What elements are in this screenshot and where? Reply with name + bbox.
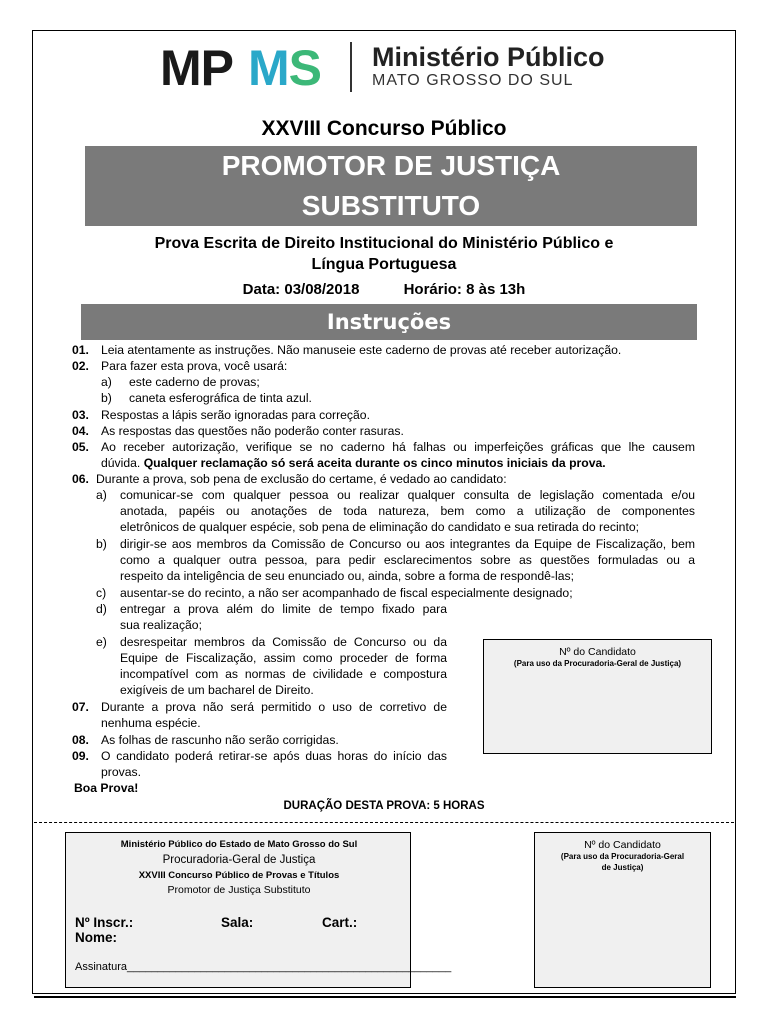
instruction-text: eletrônicos de qualquer espécie, sob pena de eliminação do candidato e sua retirada do recinto; bbox=[120, 520, 639, 534]
inscription-label: Nº Inscr.: bbox=[75, 915, 134, 930]
stub-candidate-title: Nº do Candidato bbox=[584, 839, 661, 851]
logo-title: Ministério Público bbox=[372, 42, 605, 72]
cut-line bbox=[34, 822, 734, 823]
position-banner bbox=[85, 146, 697, 226]
instruction-text: exigíveis de um bacharel de Direito. bbox=[120, 683, 314, 697]
closing-text: Boa Prova! bbox=[74, 781, 139, 795]
banner-line-1: PROMOTOR DE JUSTIÇA bbox=[221, 150, 561, 181]
item-number: 01. bbox=[72, 343, 89, 357]
sub-letter: e) bbox=[96, 635, 107, 649]
instruction-text: entregar a prova além do limite de tempo fixado para bbox=[120, 602, 447, 616]
instruction-text: incompatível com as normas de civilidade e compostura bbox=[120, 667, 447, 681]
logo-ms-text: MS bbox=[248, 40, 322, 96]
subtitle-line-2: Língua Portuguesa bbox=[311, 256, 457, 273]
stub-candidate-box bbox=[534, 832, 711, 988]
sub-letter: d) bbox=[96, 602, 107, 616]
instruction-text: dúvida. Qualquer reclamação só será aceita durante os cinco minutos iniciais da prova. bbox=[101, 456, 606, 470]
candidate-number-box bbox=[483, 639, 712, 754]
instruction-text: ausentar-se do recinto, a não ser acompanhado de fiscal especialmente designado; bbox=[120, 586, 573, 600]
item-number: 07. bbox=[72, 700, 89, 714]
instruction-text: Para fazer esta prova, você usará: bbox=[101, 359, 288, 373]
sub-letter: b) bbox=[96, 537, 107, 551]
instruction-text: Equipe de Fiscalização, assim como proceder de forma bbox=[120, 651, 447, 665]
exam-date: Data: 03/08/2018 bbox=[242, 281, 360, 298]
instruction-text: O candidato poderá retirar-se após duas horas do início das bbox=[101, 749, 447, 763]
item-number: 03. bbox=[72, 408, 89, 422]
instruction-text: Durante a prova, sob pena de exclusão do certame, é vedado ao candidato: bbox=[96, 472, 507, 486]
item-number: 05. bbox=[72, 440, 89, 454]
mpms-logo bbox=[160, 40, 630, 96]
bottom-rule bbox=[34, 996, 736, 998]
instruction-text: As folhas de rascunho não serão corrigidas. bbox=[101, 733, 339, 747]
candidate-box-note: (Para uso da Procuradoria-Geral de Justiça) bbox=[513, 659, 682, 668]
item-number: 04. bbox=[72, 424, 89, 438]
banner-line-2: SUBSTITUTO bbox=[301, 190, 481, 221]
signature-line: Assinatura_____________________________________________________ bbox=[75, 961, 452, 973]
instruction-text: caneta esferográfica de tinta azul. bbox=[129, 391, 312, 405]
instruction-text: respeito da inteligência de seu enunciado ou, ainda, sobre a forma de respondê-las; bbox=[120, 569, 574, 583]
instruction-emphasis: Qualquer reclamação só será aceita durante os cinco minutos iniciais da prova. bbox=[143, 456, 606, 470]
instruction-text: comunicar-se com qualquer pessoa ou realizar qualquer consulta de legislação comentada e/ou bbox=[120, 488, 695, 502]
instruction-text: nenhuma espécie. bbox=[101, 716, 201, 730]
stub-line-3: XXVIII Concurso Público de Provas e Títulos bbox=[138, 870, 340, 881]
date-time-line bbox=[0, 281, 768, 298]
stub-candidate-note-2: de Justiça) bbox=[601, 863, 644, 872]
identification-stub bbox=[65, 832, 452, 988]
sub-letter: a) bbox=[96, 488, 107, 502]
instruction-text: Leia atentamente as instruções. Não manuseie este caderno de provas até receber autorização. bbox=[101, 343, 622, 357]
instruction-text: As respostas das questões não poderão conter rasuras. bbox=[101, 424, 404, 438]
sub-letter: a) bbox=[101, 375, 112, 389]
instruction-text: Respostas a lápis serão ignoradas para correção. bbox=[101, 408, 370, 422]
candidate-box-title: Nº do Candidato bbox=[559, 646, 636, 658]
instructions-heading: Instruções bbox=[81, 304, 697, 340]
instruction-text: anotada, papéis ou anotações de toda natureza, bem como a utilização de componentes bbox=[120, 504, 695, 518]
stub-candidate-note-1: (Para uso da Procuradoria-Geral bbox=[560, 852, 685, 861]
item-number: 06. bbox=[72, 472, 89, 486]
name-label: Nome: bbox=[75, 930, 118, 945]
card-label: Cart.: bbox=[322, 915, 358, 930]
instruction-text: provas. bbox=[101, 765, 141, 779]
stub-line-4: Promotor de Justiça Substituto bbox=[167, 884, 311, 896]
instruction-text: Durante a prova não será permitido o uso de corretivo de bbox=[101, 700, 447, 714]
item-number: 09. bbox=[72, 749, 89, 763]
instruction-text: como a qualquer outra pessoa, para pedir esclarecimentos sobre as questões formuladas ou a bbox=[120, 553, 695, 567]
instruction-text: Ao receber autorização, verifique se no caderno há falhas ou imperfeições gráficas que lhe causem bbox=[101, 440, 695, 454]
room-label: Sala: bbox=[221, 915, 254, 930]
instruction-text: dirigir-se aos membros da Comissão de Concurso ou aos integrantes da Equipe de Fiscalização, bem bbox=[120, 537, 695, 551]
logo-separator bbox=[350, 42, 352, 92]
item-number: 02. bbox=[72, 359, 89, 373]
instruction-text: este caderno de provas; bbox=[129, 375, 260, 389]
sub-letter: b) bbox=[101, 391, 112, 405]
instruction-text: sua realização; bbox=[120, 618, 202, 632]
stub-line-1: Ministério Público do Estado de Mato Grosso do Sul bbox=[120, 839, 358, 850]
duration-text: DURAÇÃO DESTA PROVA: 5 HORAS bbox=[283, 800, 485, 812]
instruction-text: desrespeitar membros da Comissão de Concurso ou da bbox=[120, 635, 447, 649]
exam-time: Horário: 8 às 13h bbox=[403, 281, 526, 298]
item-number: 08. bbox=[72, 733, 89, 747]
logo-mp-text: MP bbox=[160, 40, 233, 96]
logo-subtitle: MATO GROSSO DO SUL bbox=[372, 72, 574, 89]
contest-title: XXVIII Concurso Público bbox=[261, 117, 507, 140]
exam-subtitle bbox=[70, 233, 698, 275]
sub-letter: c) bbox=[96, 586, 107, 600]
subtitle-line-1: Prova Escrita de Direito Institucional do Ministério Público e bbox=[154, 235, 614, 252]
stub-line-2: Procuradoria-Geral de Justiça bbox=[162, 854, 316, 866]
